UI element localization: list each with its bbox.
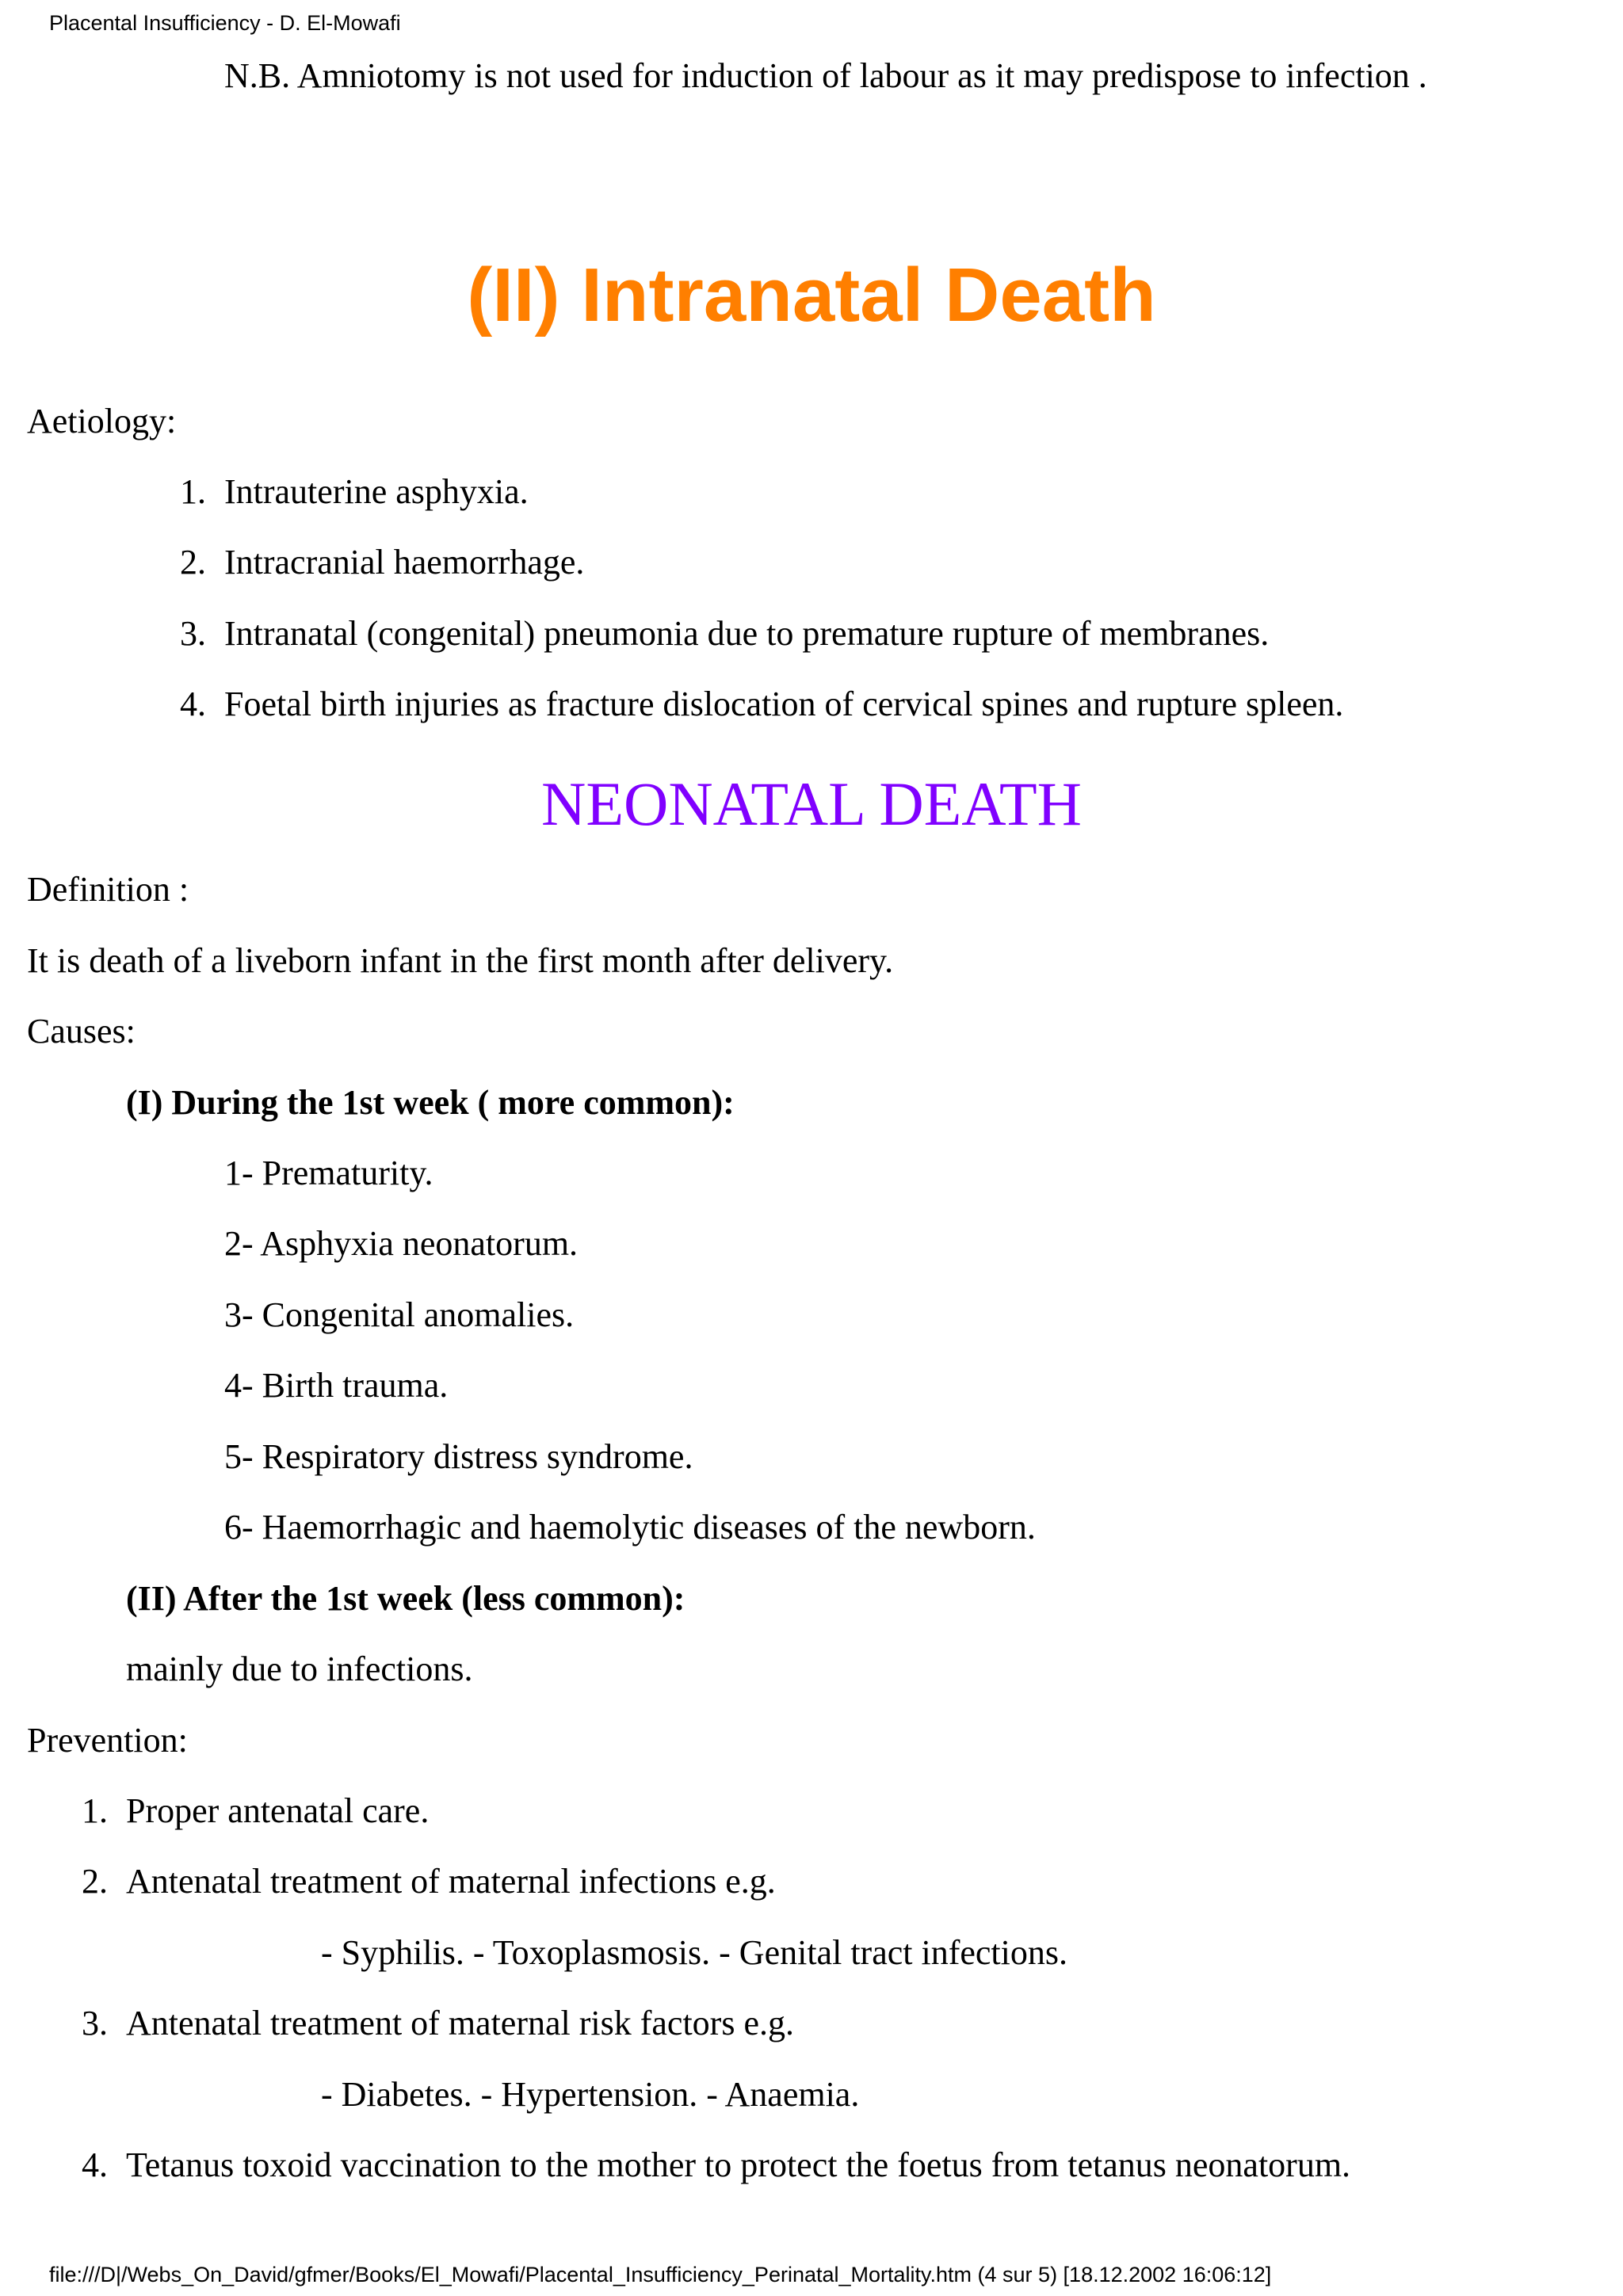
prevention-item: Antenatal treatment of maternal infections e.g.: [126, 1862, 776, 1901]
causes-label: Causes:: [27, 1012, 136, 1051]
page-footer: file:///D|/Webs_On_David/gfmer/Books/El_Mowafi/Placental_Insufficiency_Perinatal_Mortality.htm (4 sur 5) [18.12.2002 16:06:12]: [49, 2263, 1272, 2286]
aetiology-item: Intranatal (congenital) pneumonia due to premature rupture of membranes.: [224, 614, 1270, 653]
aetiology-item: Intracranial haemorrhage.: [224, 543, 585, 582]
amniotomy-note: N.B. Amniotomy is not used for induction of labour as it may predispose to infection .: [224, 56, 1427, 95]
list-number: 4.: [180, 685, 206, 723]
neonatal-death-heading: NEONATAL DEATH: [541, 769, 1082, 838]
aetiology-label: Aetiology:: [27, 402, 177, 441]
definition-text: It is death of a liveborn infant in the first month after delivery.: [27, 941, 894, 980]
first-week-item: 6- Haemorrhagic and haemolytic diseases of the newborn.: [224, 1508, 1036, 1547]
definition-label: Definition :: [27, 870, 189, 909]
risk-examples: - Diabetes. - Hypertension. - Anaemia.: [321, 2075, 860, 2114]
page-header: Placental Insufficiency - D. El-Mowafi: [49, 11, 401, 35]
after-week-text: mainly due to infections.: [126, 1650, 473, 1688]
intranatal-death-heading: (II) Intranatal Death: [467, 253, 1156, 338]
after-week-heading: (II) After the 1st week (less common):: [126, 1579, 685, 1618]
list-number: 2.: [82, 1862, 108, 1901]
list-number: 2.: [180, 543, 206, 582]
prevention-item: Proper antenatal care.: [126, 1791, 430, 1830]
prevention-item: Antenatal treatment of maternal risk factors e.g.: [126, 2004, 794, 2042]
prevention-item: Tetanus toxoid vaccination to the mother to protect the foetus from tetanus neonatorum.: [126, 2145, 1351, 2184]
first-week-item: 1- Prematurity.: [224, 1154, 433, 1192]
first-week-item: 5- Respiratory distress syndrome.: [224, 1437, 693, 1476]
first-week-item: 4- Birth trauma.: [224, 1366, 449, 1405]
list-number: 4.: [82, 2145, 108, 2184]
first-week-item: 3- Congenital anomalies.: [224, 1295, 575, 1334]
infections-examples: - Syphilis. - Toxoplasmosis. - Genital tract infections.: [321, 1933, 1067, 1972]
list-number: 1.: [180, 472, 206, 511]
aetiology-item: Foetal birth injuries as fracture dislocation of cervical spines and rupture spleen.: [224, 685, 1344, 723]
list-number: 3.: [82, 2004, 108, 2042]
list-number: 3.: [180, 614, 206, 653]
first-week-item: 2- Asphyxia neonatorum.: [224, 1224, 579, 1263]
first-week-heading: (I) During the 1st week ( more common):: [126, 1083, 735, 1122]
list-number: 1.: [82, 1791, 108, 1830]
aetiology-item: Intrauterine asphyxia.: [224, 472, 529, 511]
prevention-label: Prevention:: [27, 1721, 188, 1760]
